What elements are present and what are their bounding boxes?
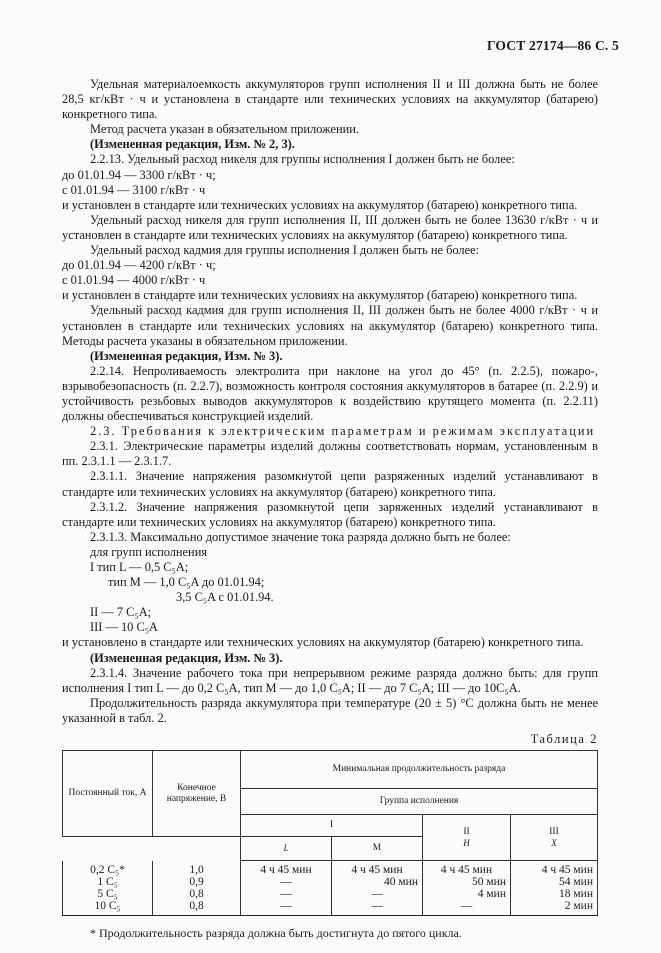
header-min-duration: Минимальная продолжительность разряда [241,751,598,789]
document-body [62,77,598,953]
amendment-note: (Измененная редакция, Изм. № 2, 3). [90,137,295,152]
list-item: для групп исполнения [90,544,208,559]
list-item: до 01.01.94 — 3300 г/кВт · ч; [62,167,216,182]
cell-m: 40 мин [332,876,423,888]
cell-m: 4 ч 45 мин [332,861,423,877]
cell-x: 18 мин [511,888,598,900]
header-group-3 [511,815,598,861]
list-item: 3,5 C₅A с 01.01.94. [176,590,274,605]
paragraph: Удельная материалоемкость аккумуляторов групп исполнения II и III должна быть не более 28,5 кг/кВт · ч и установлена в стандарте или технических условиях на аккумулятор (батарею) конкретного типа. [62,77,598,122]
section-2-3-heading: 2.3. Требования к электрическим параметрам и режимам эксплуатации [90,424,596,439]
paragraph: и установлен в стандарте или технических условиях на аккумулятор (батарею) конкретного типа. [62,288,578,303]
header-group-1: I [241,815,423,837]
header-group-3-sub: X [551,837,557,848]
table-row [63,900,598,916]
cell-voltage: 0,8 [153,888,241,900]
header-group-3-label: III [549,826,559,837]
clause-2-2-13: 2.2.13. Удельный расход никеля для группы исполнения I должен быть не более: [90,152,515,167]
paragraph: Метод расчета указан в обязательном приложении. [90,122,359,137]
cell-h: 50 мин [423,876,511,888]
list-item: с 01.01.94 — 3100 г/кВт · ч [62,182,206,197]
amendment-note: (Измененная редакция, Изм. № 3). [90,348,283,363]
table-row [63,861,598,877]
header-type-l: L [241,837,332,861]
cell-l: — [241,888,332,900]
table-row [63,888,598,900]
discharge-duration-table [62,750,598,916]
table-caption: Таблица 2 [530,732,598,747]
cell-m: — [332,888,423,900]
cell-h: 4 мин [423,888,511,900]
list-item: II — 7 C₅A; [90,605,152,620]
paragraph: Удельный расход никеля для групп исполнения II, III должен быть не более 13630 г/кВт · ч и установлен в стандарте или технических условиях на аккумулятор (батарею) конкретного типа. [62,212,598,242]
clause-2-3-1-3: 2.3.1.3. Максимально допустимое значение тока разряда должно быть не более: [90,529,511,544]
clause-2-3-1-4: 2.3.1.4. Значение рабочего тока при непрерывном режиме разряда должно быть: для групп исполнения I тип L — до 0,2 C₅A, тип M — до 1,0 C₅A; II — до 7 C₅A; III — до 10C₅A. [62,665,598,695]
cell-h: 4 ч 45 мин [423,861,511,877]
paragraph: и установлено в стандарте или технических условиях на аккумулятор (батарею) конкретного типа. [62,635,584,650]
cell-current: 5 C₅ [63,888,153,900]
list-item: до 01.01.94 — 4200 г/кВт · ч; [62,258,216,273]
header-group: Группа исполнения [241,789,598,815]
cell-current: 0,2 C₅* [63,861,153,877]
cell-voltage: 0,9 [153,876,241,888]
cell-voltage: 1,0 [153,861,241,877]
paragraph: Продолжительность разряда аккумулятора при температуре (20 ± 5) °С должна быть не менее указанной в табл. 2. [62,695,598,725]
header-type-m: M [332,837,423,861]
cell-current: 10 C₅ [63,900,153,916]
table-row [63,876,598,888]
clause-2-3-1-2: 2.3.1.2. Значение напряжения разомкнутой цепи заряженных изделий устанавливают в стандарте или технических условиях на аккумулятор (батарею) конкретного типа. [62,499,598,529]
clause-2-2-14: 2.2.14. Непроливаемость электролита при наклоне на угол до 45° (п. 2.2.5), пожаро-, взрывобезопасность (п. 2.2.7), возможность контроля состояния аккумуляторов в батарее (п. 2.2.9) и устойчивость резьбовых выводов аккумуляторов к воздействию крутящего момента (п. 2.2.11) должны обеспечиваться конструкцией изделий. [62,363,598,424]
header-group-2 [423,815,511,861]
cell-l: 4 ч 45 мин [241,861,332,877]
cell-x: 54 мин [511,876,598,888]
cell-l: — [241,900,332,916]
cell-m: — [332,900,423,916]
clause-2-3-1-1: 2.3.1.1. Значение напряжения разомкнутой цепи разряженных изделий устанавливают в стандарте или технических условиях на аккумулятор (батарею) конкретного типа. [62,469,598,499]
paragraph: Удельный расход кадмия для групп исполнения II, III должен быть не более 4000 г/кВт · ч и установлен в стандарте или технических условиях на аккумулятор (батарею) конкретного типа. Методы расчета указаны в обязательном приложении. [62,303,598,348]
paragraph: Удельный расход кадмия для группы исполнения I должен быть не более: [90,243,480,258]
list-item: I тип L — 0,5 C₅A; [90,560,189,574]
cell-l: — [241,876,332,888]
cell-h: — [423,900,511,916]
amendment-note: (Измененная редакция, Изм. № 3). [90,650,283,665]
cell-x: 2 мин [511,900,598,916]
cell-x: 4 ч 45 мин [511,861,598,877]
header-group-2-sub: H [463,837,470,848]
clause-2-3-1: 2.3.1. Электрические параметры изделий должны соответствовать нормам, установленным в пп. 2.3.1.1 — 2.3.1.7. [62,439,598,469]
list-item: III — 10 C₅A [90,620,158,635]
list-item: тип M — 1,0 C₅A до 01.01.94; [108,575,265,590]
cell-current: 1 C₅ [63,876,153,888]
header-voltage: Конечное напряжение, В [153,751,241,837]
paragraph: и установлен в стандарте или технических условиях на аккумулятор (батарею) конкретного типа. [62,197,578,212]
page-header: ГОСТ 27174—86 С. 5 [486,38,619,53]
list-item: с 01.01.94 — 4000 г/кВт · ч [62,273,206,288]
table-footnote: * Продолжительность разряда должна быть достигнута до пятого цикла. [90,926,462,941]
cell-voltage: 0,8 [153,900,241,916]
header-group-2-label: II [463,826,470,837]
header-current: Постоянный ток, А [63,751,153,837]
